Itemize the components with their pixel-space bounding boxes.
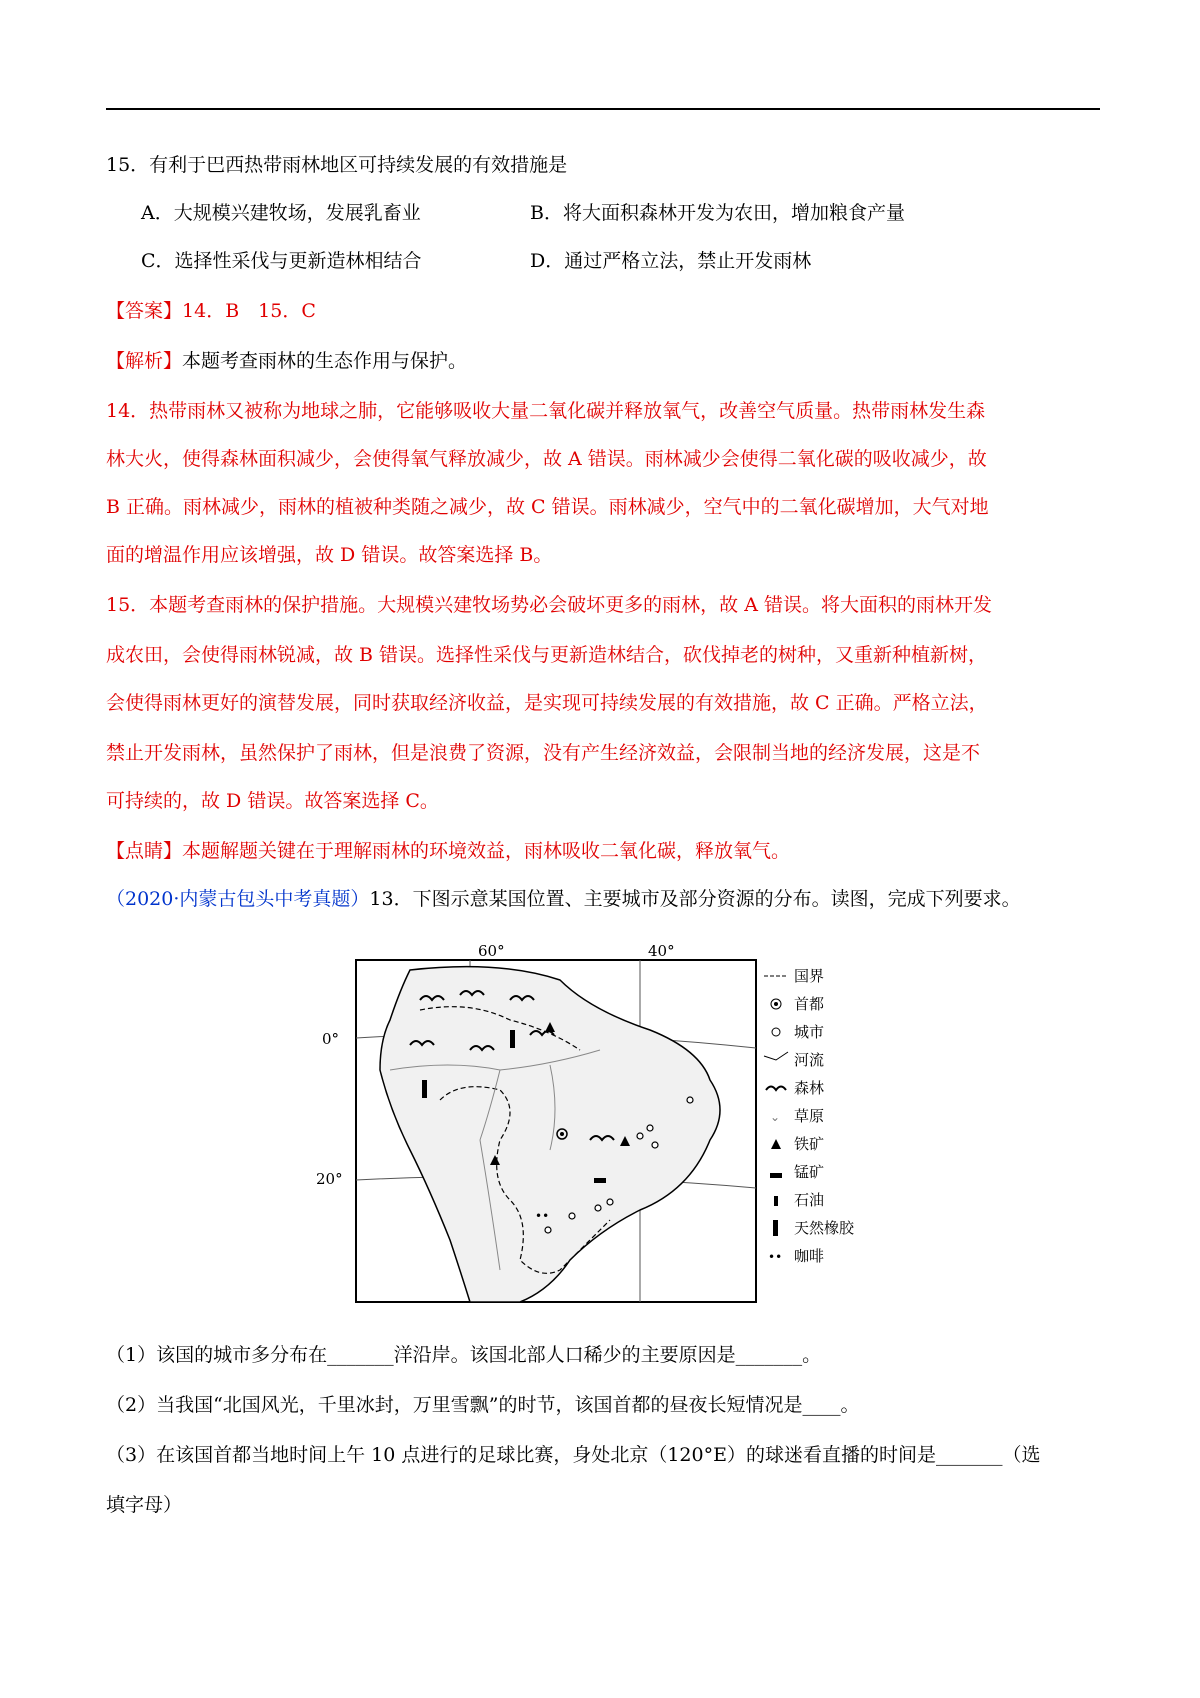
q13-source: （2020·内蒙古包头中考真题） [106, 888, 370, 910]
q15-option-b: B．将大面积森林开发为农田，增加粮食产量 [530, 202, 905, 224]
map-svg [316, 940, 910, 1320]
blank-2[interactable]: _______ [735, 1344, 803, 1366]
lat-20-label: 20° [316, 1170, 343, 1188]
legend-border: 国界 [794, 967, 825, 985]
exp14-line-1: 14．热带雨林又被称为地球之肺，它能够吸收大量二氧化碳并释放氧气，改善空气质量。热带雨林发生森 [106, 400, 986, 422]
sub-question-1: （1）该国的城市多分布在_______洋沿岸。该国北部人口稀少的主要原因是_______。 [106, 1344, 822, 1366]
legend-city: 城市 [794, 1023, 825, 1041]
blank-3[interactable]: ____ [802, 1394, 841, 1416]
answer-line [106, 298, 316, 324]
legend-manganese: 锰矿 [794, 1163, 825, 1181]
map-legend [764, 967, 855, 1265]
continent-outline [380, 967, 720, 1302]
legend-rubber: 天然橡胶 [794, 1219, 855, 1237]
svg-text:••: •• [768, 1250, 783, 1264]
legend-coffee: 咖啡 [794, 1247, 825, 1265]
rubber-symbol [510, 1030, 515, 1048]
q13-stem: 13．下图示意某国位置、主要城市及部分资源的分布。读图，完成下列要求。 [369, 888, 1021, 910]
exp15-line-5: 可持续的，故 D 错误。故答案选择 C。 [106, 790, 439, 812]
legend-capital: 首都 [794, 995, 825, 1013]
exp15-line-3: 会使得雨林更好的演替发展，同时获取经济收益，是实现可持续发展的有效措施，故 C 正确。严格立法， [106, 692, 988, 714]
lon-40-label: 40° [648, 942, 675, 960]
q13-line [106, 886, 1021, 912]
sub-question-3-cont: 填字母） [106, 1494, 183, 1516]
q15-stem: 15．有利于巴西热带雨林地区可持续发展的有效措施是 [106, 154, 568, 176]
q15-option-d: D．通过严格立法，禁止开发雨林 [530, 250, 812, 272]
exp15-line-2: 成农田，会使得雨林锐减，故 B 错误。选择性采伐与更新造林结合，砍伐掉老的树种，又重新种植新树， [106, 644, 988, 666]
analysis-tag: 【解析】 [106, 350, 183, 372]
comment-tag: 【点睛】 [106, 840, 183, 862]
coffee-symbol: •• [535, 1209, 550, 1223]
blank-4[interactable]: _______ [935, 1444, 1003, 1466]
exp14-line-4: 面的增温作用应该增强，故 D 错误。故答案选择 B。 [106, 544, 553, 566]
exp15-line-4: 禁止开发雨林，虽然保护了雨林，但是浪费了资源，没有产生经济效益，会限制当地的经济发展，这是不 [106, 742, 981, 764]
analysis-line [106, 348, 467, 374]
legend-forest: 森林 [794, 1079, 825, 1097]
exp14-line-3: B 正确。雨林减少，雨林的植被种类随之减少，故 C 错误。雨林减少，空气中的二氧化碳增加，大气对地 [106, 496, 989, 518]
comment-line [106, 838, 790, 864]
sub-question-3: （3）在该国首都当地时间上午 10 点进行的足球比赛，身处北京（120°E）的球迷看直播的时间是_______（选 [106, 1444, 1041, 1466]
blank-1[interactable]: _______ [327, 1344, 394, 1366]
analysis-text: 本题考查雨林的生态作用与保护。 [182, 350, 468, 372]
manganese-symbol [594, 1178, 606, 1183]
sub-question-2: （2）当我国“北国风光，千里冰封，万里雪飘”的时节，该国首都的昼夜长短情况是____。 [106, 1394, 860, 1416]
svg-text:⌄: ⌄ [770, 1110, 781, 1124]
q15-option-c: C．选择性采伐与更新造林相结合 [141, 250, 422, 272]
brazil-resource-map [316, 940, 910, 1320]
legend-river: 河流 [794, 1051, 825, 1069]
exp15-line-1: 15．本题考查雨林的保护措施。大规模兴建牧场势必会破坏更多的雨林，故 A 错误。将大面积的雨林开发 [106, 594, 992, 616]
q15-option-a: A．大规模兴建牧场，发展乳畜业 [141, 202, 421, 224]
legend-grassland: 草原 [794, 1107, 825, 1125]
lat-0-label: 0° [322, 1030, 340, 1048]
legend-iron: 铁矿 [794, 1135, 825, 1153]
lon-60-label: 60° [478, 942, 505, 960]
answer-text: 14．B 15．C [182, 300, 316, 322]
top-rule [106, 108, 1100, 110]
comment-text: 本题解题关键在于理解雨林的环境效益，雨林吸收二氧化碳，释放氧气。 [182, 840, 791, 862]
answer-tag: 【答案】 [106, 300, 183, 322]
exp14-line-2: 林大火，使得森林面积减少，会使得氧气释放减少，故 A 错误。雨林减少会使得二氧化碳的吸收减少，故 [106, 448, 987, 470]
legend-oil: 石油 [794, 1191, 825, 1209]
